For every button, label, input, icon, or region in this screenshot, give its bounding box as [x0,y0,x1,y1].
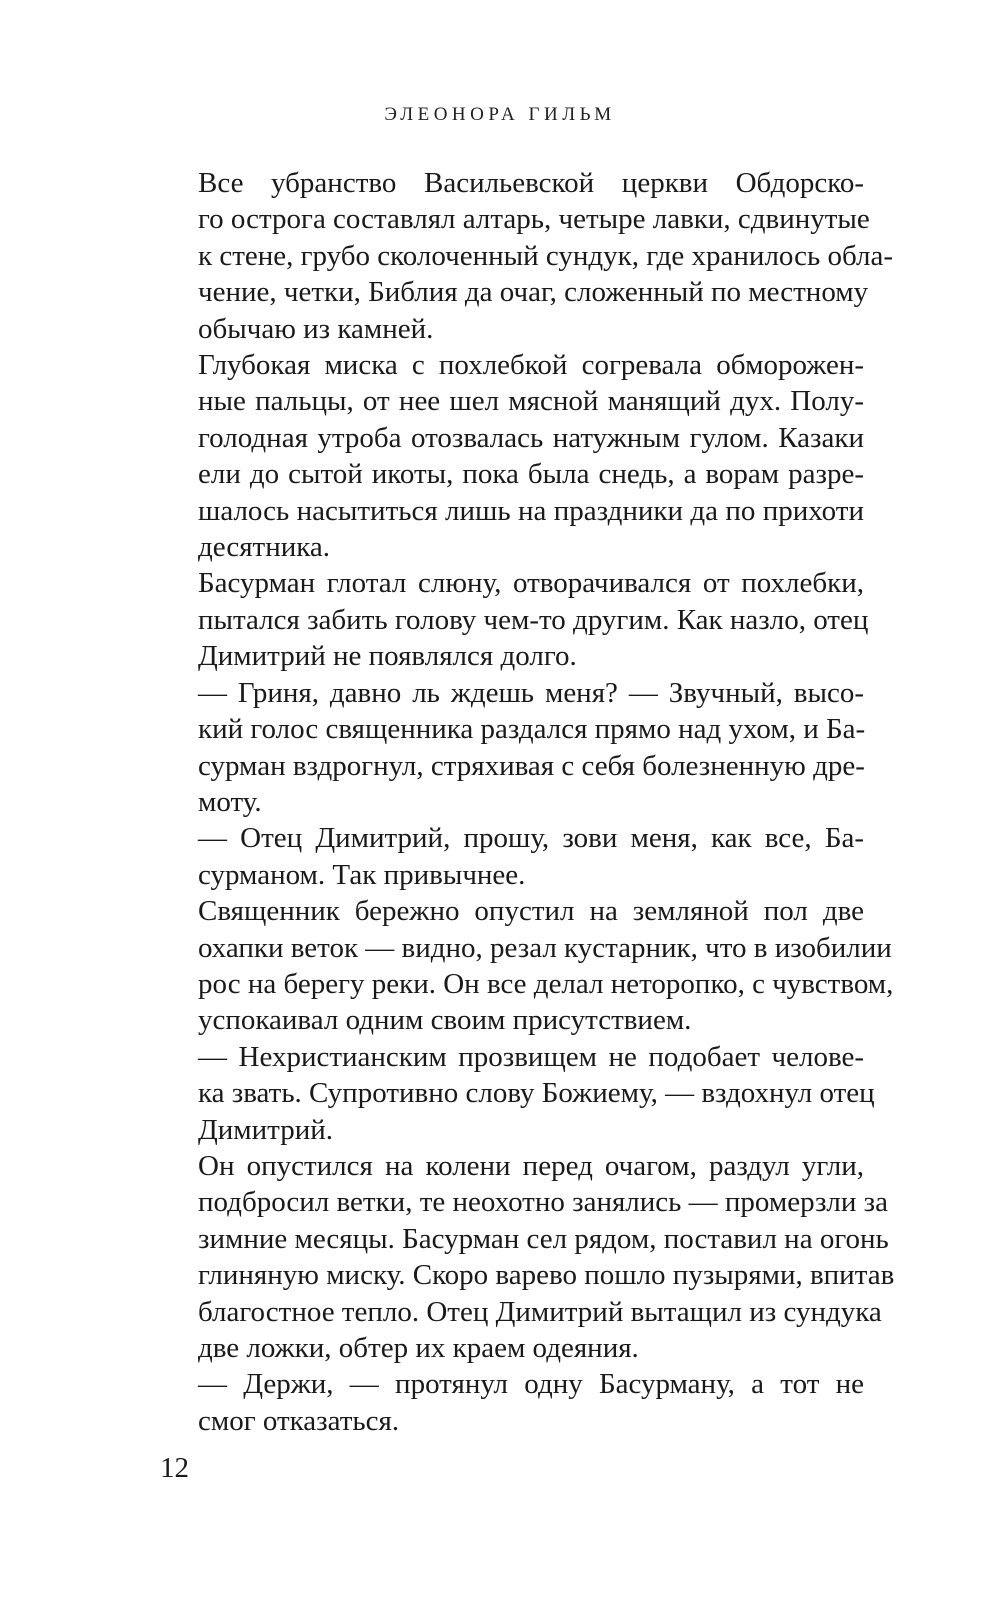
text-line: Димитрий. [198,1113,333,1146]
text-line: глиняную миску. Скоро варево пошло пузырями, впитав [198,1259,895,1292]
text-line: успокаивал одним своим присутствием. [198,1004,692,1037]
text-line: го острога составлял алтарь, четыре лавки, сдвинутые [198,203,870,236]
paragraph [160,820,864,893]
text-line: — Нехристианским прозвищем не подобает челове- [198,1040,864,1073]
text-line: зимние месяцы. Басурман сел рядом, поставил на огонь [198,1222,889,1255]
page-number: 12 [160,1452,189,1484]
text-line: пытался забить голову чем-то другим. Как назло, отец [198,603,869,636]
text-line: ные пальцы, от нее шел мясной манящий дух. Полу- [198,385,864,418]
text-line: две ложки, обтер их краем одеяния. [198,1332,639,1364]
paragraph [160,1039,875,1148]
text-line: моту. [198,785,262,818]
text-line: сурманом. Так привычнее. [198,858,526,891]
text-line: кий голос священника раздался прямо над ухом, и Ба- [198,713,866,746]
paragraph [160,565,869,674]
text-line: Все убранство Васильевской церкви Обдорско- [198,167,864,199]
text-line: охапки веток — видно, резал кустарник, что в изобилии [198,931,892,964]
text-line: Он опустился на колени перед очагом, раздул угли, [198,1149,864,1182]
paragraph [160,1148,895,1366]
text-line: Димитрий не появлялся долго. [198,640,577,673]
paragraph [160,675,864,821]
text-line: к стене, грубо сколоченный сундук, где хранилось обла- [198,239,894,272]
text-line: смог отказаться. [198,1404,400,1437]
text-line: Глубокая миска с похлебкой согревала обморожен- [198,349,864,382]
text-line: благостное тепло. Отец Димитрий вытащил из сундука [198,1295,882,1328]
text-line: сурман вздрогнул, стряхивая с себя болезненную дре- [198,749,865,782]
text-line: — Держи, — протянул одну Басурману, а тот не [198,1368,864,1401]
text-line: — Гриня, давно ль ждешь меня? — Звучный, высо- [198,676,864,709]
paragraph [160,893,894,1039]
text-line: Священник бережно опустил на земляной пол две [198,895,864,928]
paragraph [160,347,864,565]
text-line: ка звать. Супротивно слову Божиему, — вздохнул отец [198,1077,875,1110]
text-line: подбросил ветки, те неохотно занялись — промерзли за [198,1186,888,1219]
running-head: ЭЛЕОНОРА ГИЛЬМ [384,104,616,125]
paragraph [160,1366,864,1439]
text-line: шалось насытиться лишь на праздники да по прихоти [198,494,864,527]
text-line: голодная утроба отозвалась натужным гулом. Казаки [198,421,864,454]
text-line: десятника. [198,531,331,564]
text-line: ели до сытой икоты, пока была снедь, а ворам разре- [198,458,864,491]
body-text [160,165,895,1439]
paragraph [160,165,894,347]
text-line: рос на берегу реки. Он все делал неторопко, с чувством, [198,967,894,1000]
text-line: обычаю из камней. [198,312,434,345]
text-line: — Отец Димитрий, прошу, зови меня, как все, Ба- [198,822,864,855]
text-line: Басурман глотал слюну, отворачивался от похлебки, [198,567,864,600]
text-line: чение, четки, Библия да очаг, сложенный по местному [198,276,869,309]
